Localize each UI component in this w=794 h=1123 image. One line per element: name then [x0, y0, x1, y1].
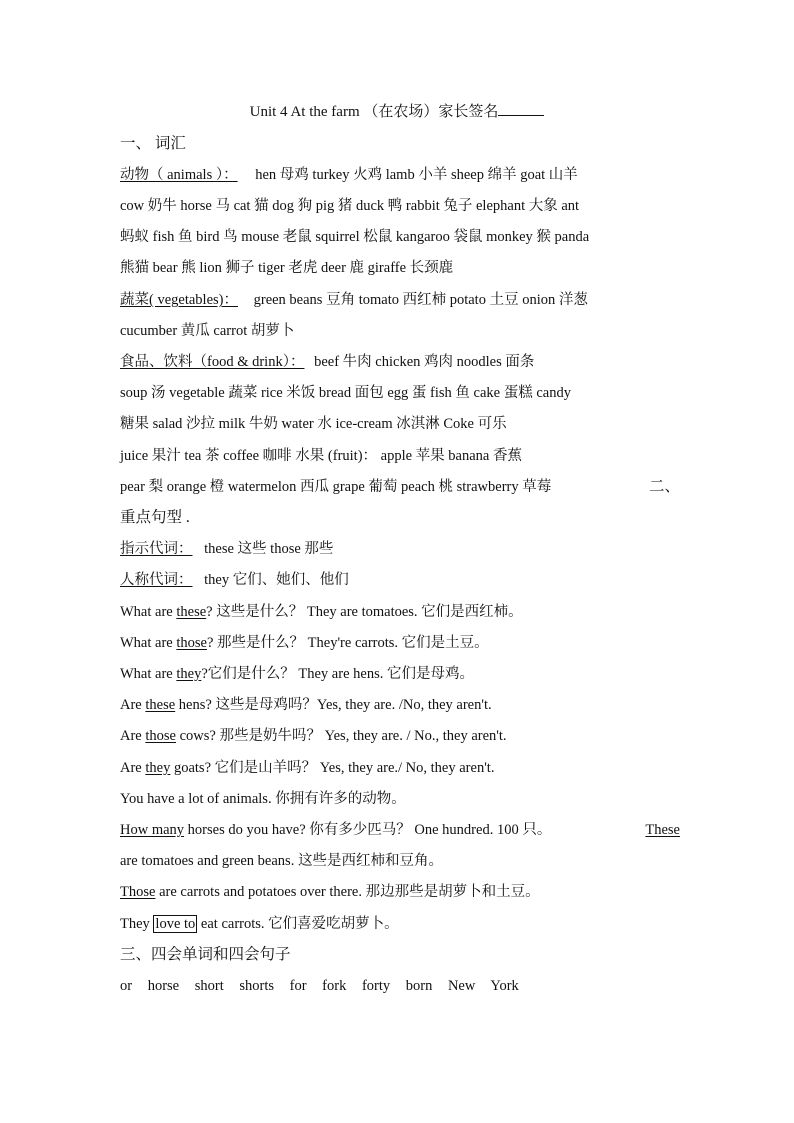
sentence-6: Are they goats? 它们是山羊吗？ Yes, they are./ No, they aren't.	[120, 760, 495, 776]
food-line-5: pear 梨 orange 橙 watermelon 西瓜 grape 葡萄 peach 桃 strawberry 草莓 二、	[120, 478, 680, 495]
animals-line-2: cow 奶牛 horse 马 cat 猫 dog 狗 pig 猪 duck 鸭 rabbit 兔子 elephant 大象 ant	[120, 198, 580, 214]
sentence-7: You have a lot of animals. 你拥有许多的动物。	[120, 791, 406, 807]
food-line-1: 食品、饮料（food & drink）： beef 牛肉 chicken 鸡肉 noodles 面条	[120, 354, 535, 370]
animals-label: 动物（ animals ）：	[120, 167, 238, 183]
animals-line-1: 动物（ animals ）： hen 母鸡 turkey 火鸡 lamb 小羊 sheep 绵羊 goat 山羊	[120, 167, 578, 183]
pronoun-label: 人称代词：	[120, 572, 193, 588]
sentence-9: are tomatoes and green beans. 这些是西红柿和豆角。	[120, 853, 443, 869]
sentence-5: Are those cows? 那些是奶牛吗？ Yes, they are. / No., they aren't.	[120, 728, 507, 744]
section-2-number: 二、	[648, 478, 680, 495]
section-3-heading: 三、四会单词和四会句子	[120, 946, 291, 963]
sentence-2: What are those? 那些是什么？ They're carrots. 它们是土豆。	[120, 635, 489, 651]
animals-line-3: 蚂蚁 fish 鱼 bird 鸟 mouse 老鼠 squirrel 松鼠 kangaroo 袋鼠 monkey 猴 panda	[120, 229, 590, 245]
sentence-3: What are they?它们是什么？ They are hens. 它们是母鸡。	[120, 666, 474, 682]
vegetables-line-1: 蔬菜( vegetables)： green beans 豆角 tomato 西红柿 potato 土豆 onion 洋葱	[120, 292, 588, 308]
food-line-4: juice 果汁 tea 茶 coffee 咖啡 水果 (fruit)： apple 苹果 banana 香蕉	[120, 448, 522, 464]
food-line-2: soup 汤 vegetable 蔬菜 rice 米饭 bread 面包 egg 蛋 fish 鱼 cake 蛋糕 candy	[120, 385, 571, 401]
food-label: 食品、饮料（food & drink）：	[120, 354, 305, 370]
vegetables-label: 蔬菜( vegetables)：	[120, 292, 238, 308]
pronoun-line: 人称代词： they 它们、她们、他们	[120, 572, 349, 588]
signature-blank[interactable]	[498, 101, 544, 116]
sentence-10: Those are carrots and potatoes over there. 那边那些是胡萝卜和土豆。	[120, 884, 540, 900]
animals-line-4: 熊猫 bear 熊 lion 狮子 tiger 老虎 deer 鹿 giraffe 长颈鹿	[120, 260, 454, 276]
demonstrative-line: 指示代词： these 这些 those 那些	[120, 541, 334, 557]
section-1-heading: 一、 词汇	[120, 135, 186, 152]
boxed-phrase: love to	[155, 916, 196, 932]
sentence-11: They love to eat carrots. 它们喜爱吃胡萝卜。	[120, 916, 399, 932]
sentence-1: What are these? 这些是什么？ They are tomatoes. 它们是西红柿。	[120, 604, 523, 620]
food-line-3: 糖果 salad 沙拉 milk 牛奶 water 水 ice-cream 冰淇淋 Coke 可乐	[120, 416, 507, 432]
four-skill-words: or horse short shorts for fork forty born New York	[120, 978, 519, 994]
sentence-8: How many horses do you have? 你有多少匹马？ One hundred. 100 只。 These	[120, 822, 680, 838]
vegetables-line-2: cucumber 黄瓜 carrot 胡萝卜	[120, 323, 295, 339]
demonstrative-label: 指示代词：	[120, 541, 193, 557]
section-2-heading: 重点句型 .	[120, 509, 190, 526]
page-title: Unit 4 At the farm （在农场）家长签名	[0, 100, 794, 121]
sentence-4: Are these hens? 这些是母鸡吗？Yes, they are. /No, they aren't.	[120, 697, 492, 713]
